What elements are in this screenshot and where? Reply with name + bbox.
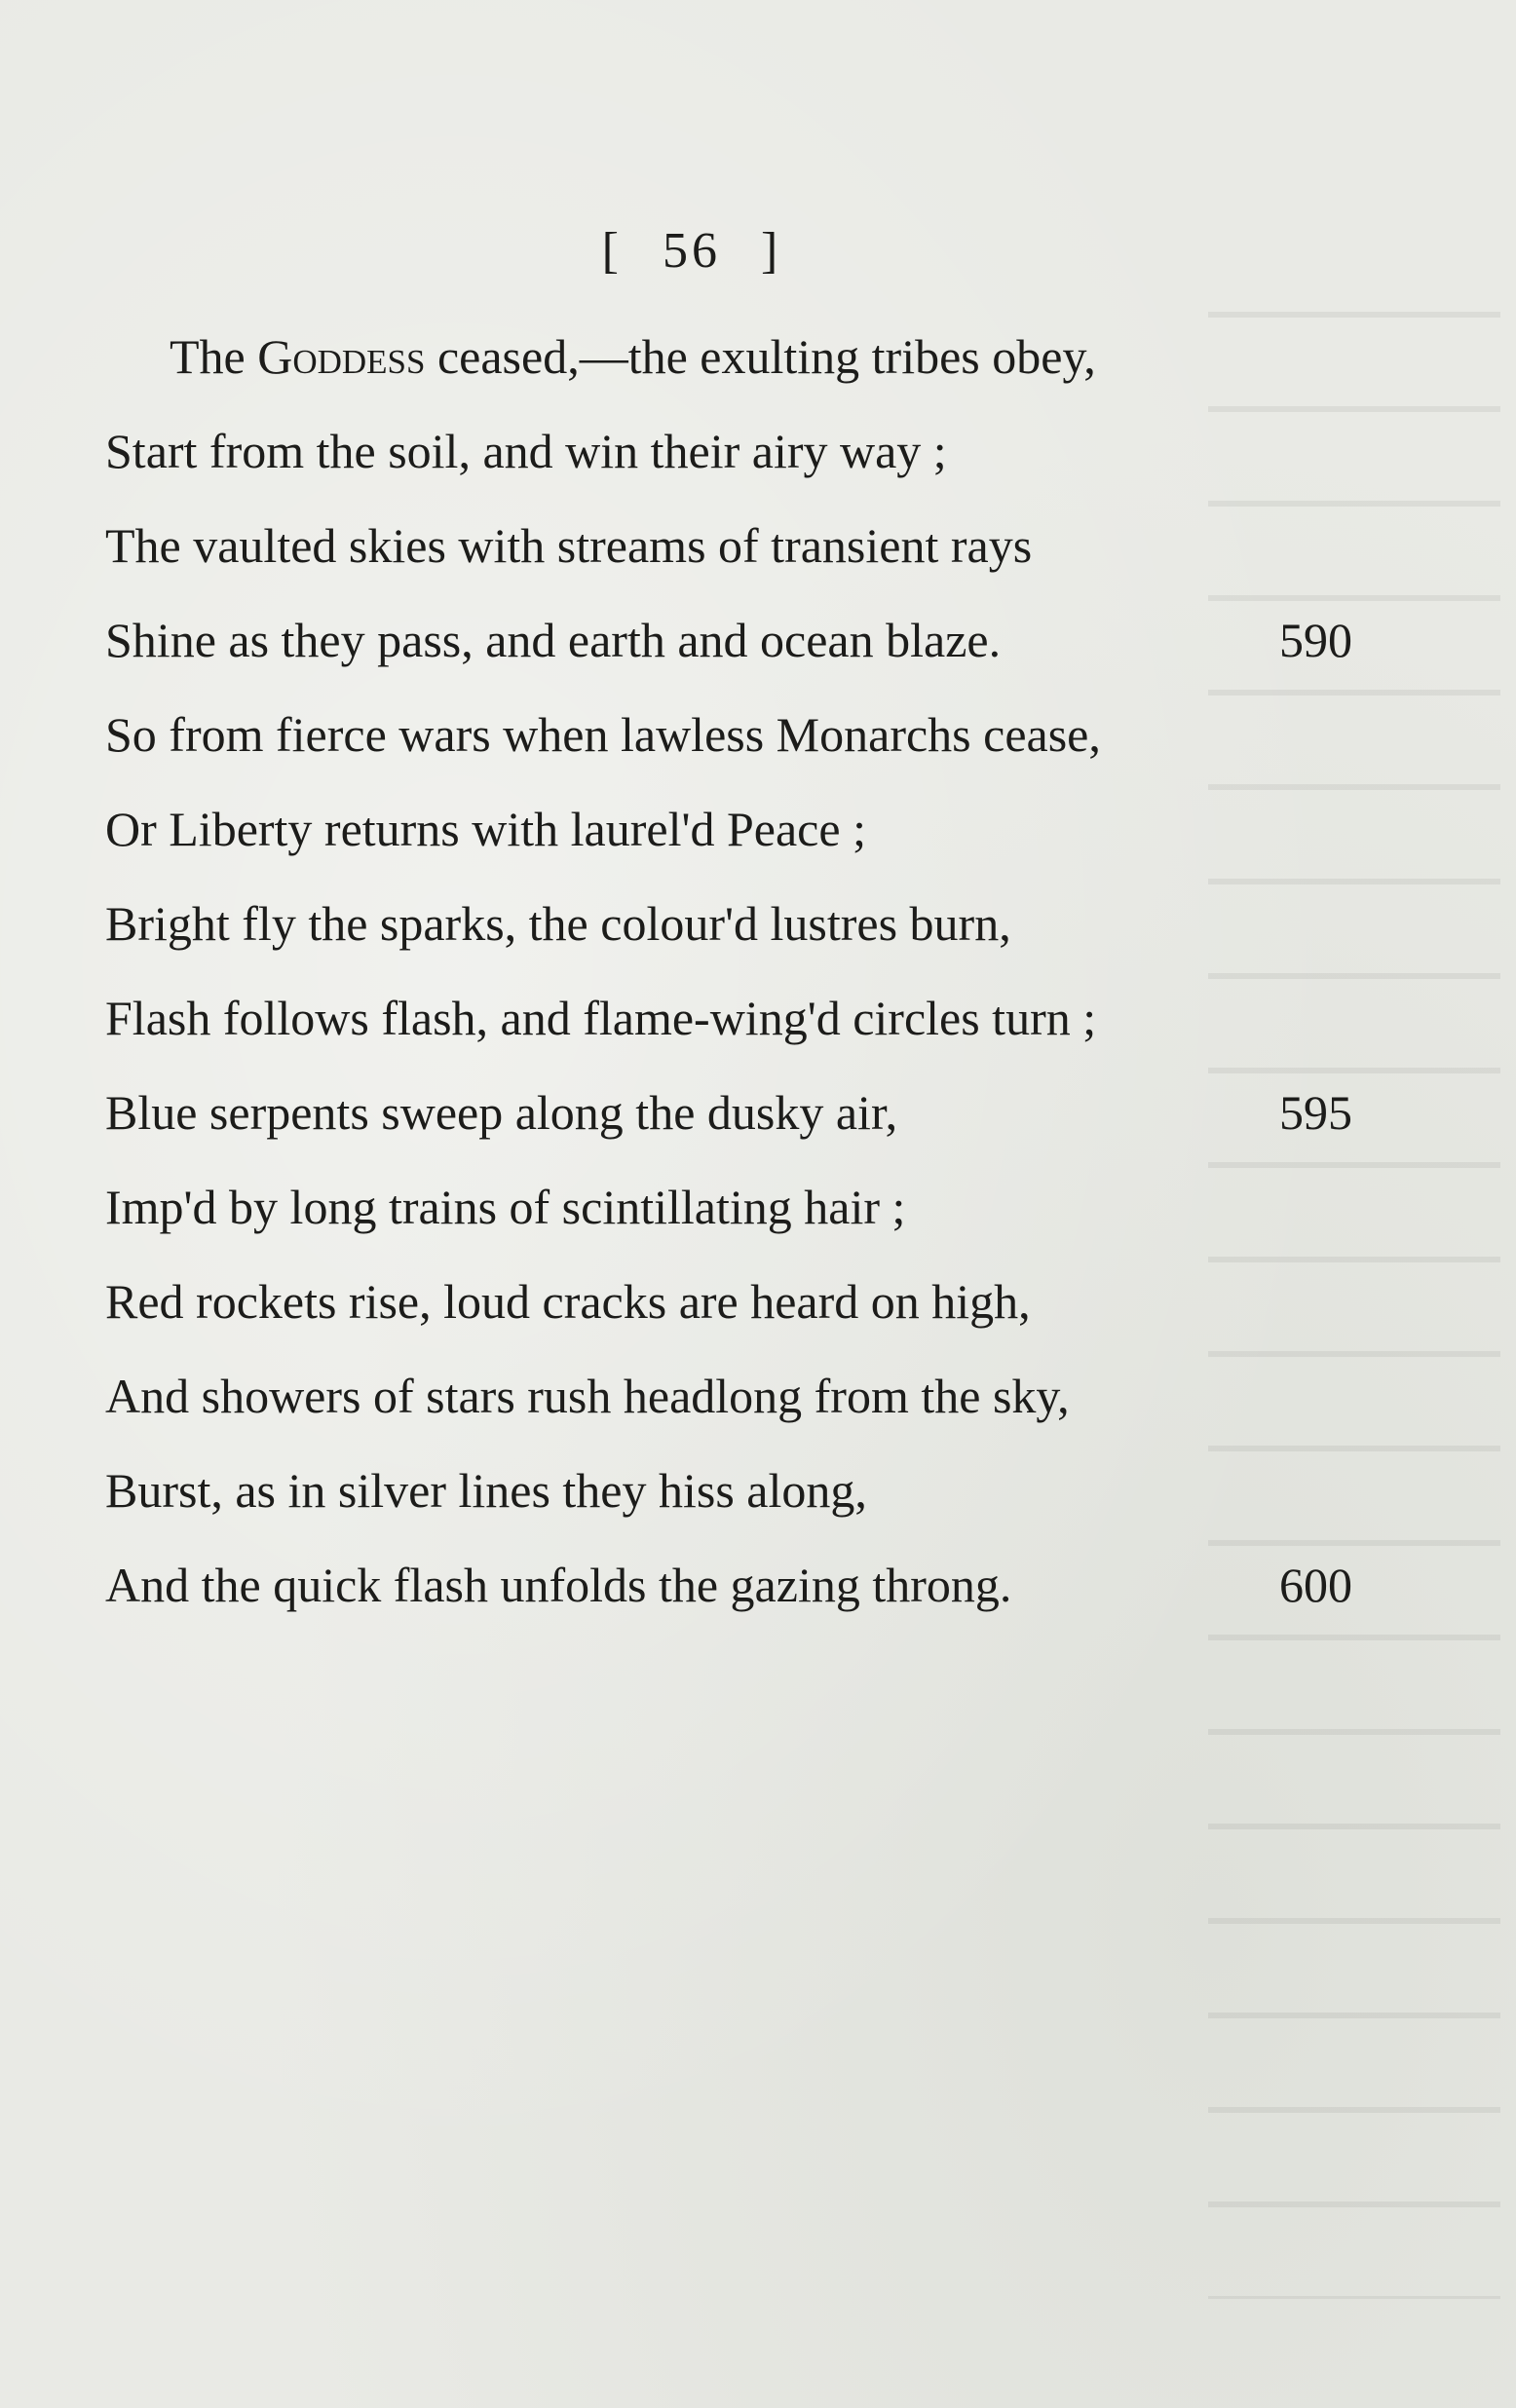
line-text: The vaulted skies with streams of transient rays xyxy=(105,518,1033,573)
line-number: 600 xyxy=(1279,1558,1352,1612)
poem-line xyxy=(105,877,1372,971)
poem-line xyxy=(105,1160,1372,1255)
page-header xyxy=(0,222,1383,280)
line-number: 595 xyxy=(1279,1085,1352,1140)
line-text: Shine as they pass, and earth and ocean blaze. xyxy=(105,613,1002,667)
poem-line xyxy=(105,1349,1372,1444)
line-text: Or Liberty returns with laurel'd Peace ; xyxy=(105,802,866,856)
poem-body xyxy=(105,310,1372,1633)
line-text: So from fierce wars when lawless Monarchs cease, xyxy=(105,707,1101,762)
line-number: 590 xyxy=(1279,613,1352,667)
line-text: And the quick flash unfolds the gazing throng. xyxy=(105,1558,1012,1612)
line-text: And showers of stars rush headlong from the sky, xyxy=(105,1369,1070,1423)
line-text: The Goddess ceased,—the exulting tribes obey, xyxy=(170,329,1096,384)
poem-line xyxy=(105,1444,1372,1538)
poem-line xyxy=(105,1538,1372,1633)
poem-line xyxy=(105,782,1372,877)
poem-line xyxy=(105,593,1372,688)
line-text: Red rockets rise, loud cracks are heard on high, xyxy=(105,1274,1031,1329)
header-bracket-open: [ xyxy=(601,223,623,279)
line-text: Burst, as in silver lines they hiss along, xyxy=(105,1463,867,1518)
poem-line xyxy=(105,1066,1372,1160)
line-text: Bright fly the sparks, the colour'd lustres burn, xyxy=(105,896,1011,951)
poem-line xyxy=(105,971,1372,1066)
line-text: Start from the soil, and win their airy way ; xyxy=(105,424,947,478)
line-text: Blue serpents sweep along the dusky air, xyxy=(105,1085,898,1140)
line-text: Flash follows flash, and flame-wing'd circles turn ; xyxy=(105,991,1097,1045)
poem-line xyxy=(105,1255,1372,1349)
page-number: 56 xyxy=(663,223,721,279)
poem-line xyxy=(105,499,1372,593)
goddess-smallcaps: Goddess xyxy=(257,329,426,384)
poem-line xyxy=(105,688,1372,782)
poem-line xyxy=(105,404,1372,499)
poem-line xyxy=(105,310,1372,404)
line-text: Imp'd by long trains of scintillating hair ; xyxy=(105,1180,906,1234)
header-bracket-close: ] xyxy=(761,223,782,279)
